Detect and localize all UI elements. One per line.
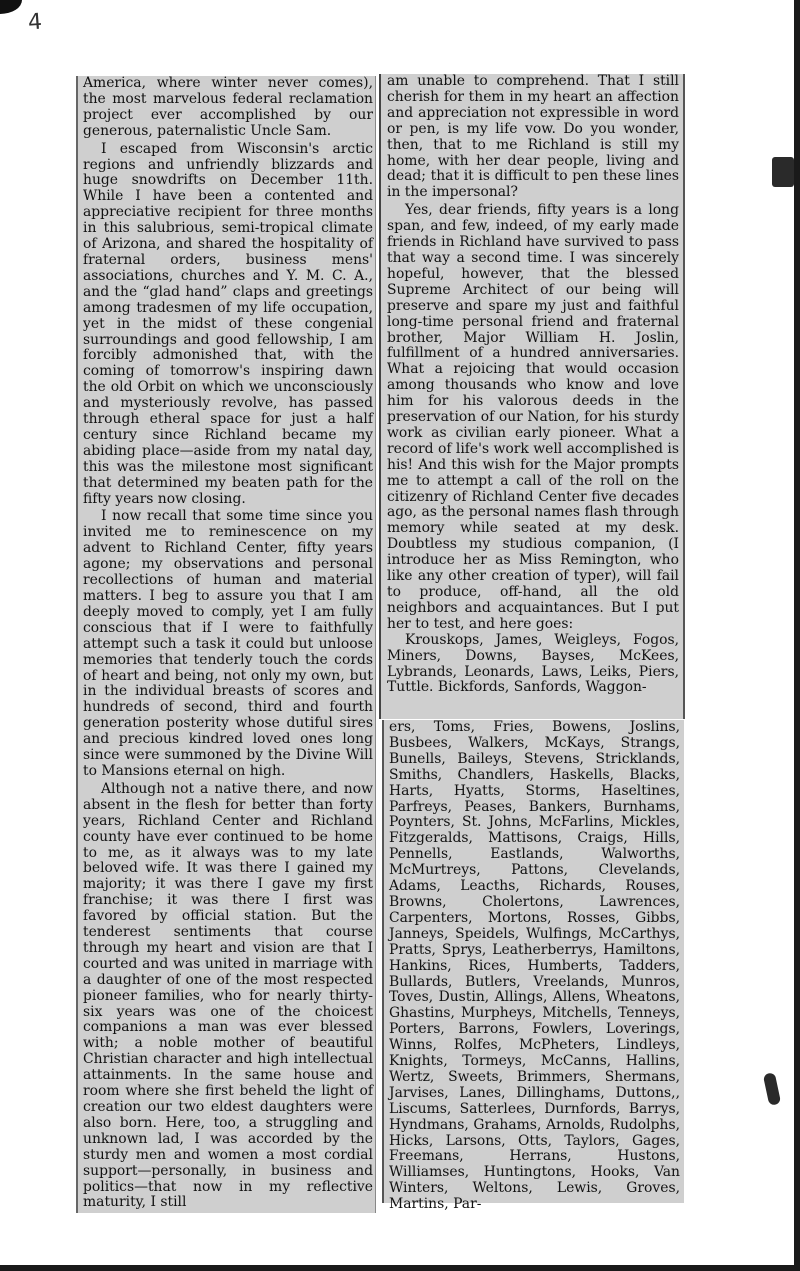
paragraph: Although not a native there, and now absent in the flesh for better than forty years, Richland Center and Richland county have ever continued to be home to me, as it always was to my late beloved wife. It was there I gained my majority; it was there I gave my first franchise; it was there I first was favored by official station. But the tenderest sentiments that course through my heart and vision are that I courted and was united in marriage with a daughter of one of the most respected pioneer families, who for nearly thirty-six years was one of the choicest companions a man was ever blessed with; a noble mother of beautiful Christian character and high intellectual attainments. In the same house and room where she first beheld the light of creation our two eldest daughters were also born. Here, too, a struggling and unknown lad, I was accorded by the sturdy men and women a most cordial support—personally, in business and politics—that now in my reflective maturity, I still bbox=[83, 780, 373, 1211]
paragraph: Yes, dear friends, fifty years is a long span, and few, indeed, of my early made friends in Richland have survived to pass that way a second time. I was sincerely hopeful, however, that the blessed Supreme Architect of our being will preserve and spare my just and faithful long-time personal friend and fraternal brother, Major William H. Joslin, fulfillment of a hundred anniversaries. What a rejoicing that would occasion among thousands who know and love him for his valorous deeds in the preservation of our Nation, for his sturdy work as civilian early pioneer. What a record of life's work well accomplished is his! And this wish for the Major prompts me to attempt a call of the roll on the citizenry of Richland Center five decades ago, as the personal names flash through memory while seated at my desk. Doubtless my studious companion, (I introduce her as Miss Remington, who like any other creation of typer), will fail to produce, off-hand, all the old neighbors and acquaintances. But I put her to test, and here goes: bbox=[387, 202, 679, 632]
article-column-right-bottom bbox=[382, 719, 684, 1213]
names-list-start: Krouskops, James, Weigleys, Fogos, Miners, Downs, Bayses, McKees, Lybrands, Leonards, Laws, Leiks, Piers, Tuttle. Bickfords, Sanfords, Waggon- bbox=[387, 631, 679, 696]
scan-corner-shadow bbox=[0, 0, 22, 14]
scan-edge-bottom bbox=[0, 1265, 800, 1271]
paragraph: I now recall that some time since you invited me to reminescence on my advent to Richland Center, fifty years agone; my observations and personal recollections of human and material matters. I beg to assure you that I am deeply moved to comply, yet I am fully conscious that if I were to faithfully attempt such a task it could but unloose memories that tenderly touch the cords of heart and being, not only my own, but in the individual breasts of scores and hundreds of second, third and fourth generation posterity whose dutiful sires and precious kindred loved ones long since were summoned by the Divine Will to Mansions eternal on high. bbox=[83, 508, 373, 779]
paragraph: am unable to comprehend. That I still cherish for them in my heart an affection and appreciation not expressible in word or pen, is my life vow. Do you wonder, then, that to me Richland is still my home, with her dear people, living and dead; that it is difficult to pen these lines in the impersonal? bbox=[387, 73, 679, 201]
article-column-left bbox=[76, 76, 376, 1213]
paragraph: America, where winter never comes), the most marvelous federal reclamation project ever accomplished by our generous, paternalistic Uncle Sam. bbox=[83, 75, 373, 139]
scan-smudge bbox=[763, 1072, 781, 1106]
scan-edge-right bbox=[794, 0, 800, 1271]
handwritten-page-number: 4 bbox=[27, 9, 43, 36]
names-list-continued: ers, Toms, Fries, Bowens, Joslins, Busbees, Walkers, McKays, Strangs, Bunells, Baileys, Stevens, Stricklands, Smiths, Chandlers, Haskells, Blacks, Harts, Hyatts, Storms, Haseltines, Parfreys, Peases, Bankers, Burnhams, Poynters, St. Johns, McFarlins, Mickles, Fitzgeralds, Mattisons, Craigs, Hills, Pennells, Eastlands, Walworths, McMurtreys, Pattons, Clevelands, Adams, Leacths, Richards, Rouses, Browns, Cholertons, Lawrences, Carpenters, Mortons, Rosses, Gibbs, Janneys, Speidels, Wulfings, McCarthys, Pratts, Sprys, Leatherberrys, Hamiltons, Hankins, Rices, Humberts, Tadders, Bullards, Butlers, Vreelands, Munros, Toves, Dustin, Allings, Allens, Wheatons, Ghastins, Murpheys, Mitchells, Tenneys, Porters, Barrons, Fowlers, Loverings, Winns, Rolfes, McPheters, Lindleys, Knights, Tormeys, McCanns, Hallins, Wertz, Sweets, Brimmers, Shermans, Jarvises, Lanes, Dillinghams, Duttons,, Liscums, Satterlees, Durnfords, Barrys, Hyndmans, Grahams, Arnolds, Rudolphs, Hicks, Larsons, Otts, Taylors, Gages, Freemans, Herrans, Hustons, Williamses, Huntingtons, Hooks, Van Winters, Weltons, Lewis, Groves, Martins, Par- bbox=[389, 719, 680, 1213]
scan-smudge bbox=[772, 157, 794, 187]
article-column-right-top bbox=[379, 74, 685, 719]
paragraph: I escaped from Wisconsin's arctic regions and unfriendly blizzards and huge snowdrifts on December 11th. While I have been a contented and appreciative recipient for three months in this salubrious, semi-tropical climate of Arizona, and shared the hospitality of fraternal orders, business mens' associations, churches and Y. M. C. A., and the “glad hand” claps and greetings among tradesmen of my life occupation, yet in the midst of these congenial surroundings and good fellowship, I am forcibly admonished that, with the coming of tomorrow's inspiring dawn the old Orbit on which we unconsciously and mysteriously revolve, has passed through etheral space for just a half century since Richland became my abiding place—aside from my natal day, this was the milestone most significant that determined my beaten path for the fifty years now closing. bbox=[83, 140, 373, 507]
